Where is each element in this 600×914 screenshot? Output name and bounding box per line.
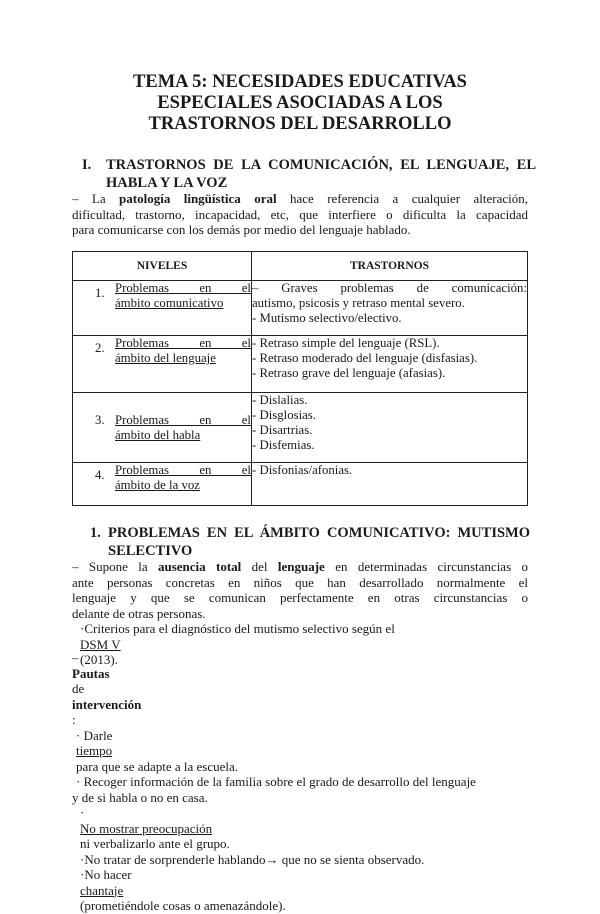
trastorno-item: – Graves problemas de comunicación: — [252, 281, 527, 295]
item-underlined: tiempo — [76, 743, 113, 758]
para-line: lenguaje y que se comunican perfectamente en otras circunstancias o — [72, 590, 528, 605]
para-text: en determinadas circunstancias o — [324, 559, 528, 574]
item-underlined: chantaje — [80, 882, 124, 898]
list-item — [72, 728, 532, 775]
header-niveles: NIVELES — [73, 252, 252, 281]
nivel-label: ámbito comunicativo — [115, 296, 224, 310]
trastorno-item: - Retraso moderado del lenguaje (disfasias). — [252, 351, 478, 365]
section-heading-line: HABLA Y LA VOZ — [106, 175, 228, 191]
nivel-number: 1. — [95, 286, 105, 300]
list-item: · Recoger información de la familia sobre el grado de desarrollo del lenguaje — [76, 774, 476, 789]
nivel-label: Problemas en el — [115, 463, 251, 477]
title-line: TEMA 5: NECESIDADES EDUCATIVAS — [133, 72, 467, 92]
mutismo-paragraph — [72, 559, 528, 621]
list-item: ·No tratar de sorprenderle hablando→ que no se sienta observado. — [80, 851, 425, 867]
table-row — [73, 281, 528, 336]
section-number: I. — [82, 157, 92, 173]
pautas-label: Pautas — [72, 665, 110, 681]
pautas-colon: : — [72, 712, 76, 727]
pautas-label: intervención — [72, 696, 142, 712]
para-text: – Supone la — [72, 559, 158, 574]
trastorno-item: - Mutismo selectivo/electivo. — [252, 311, 402, 325]
item-text: · — [80, 805, 85, 820]
intro-paragraph — [72, 191, 528, 238]
subsection-heading-line: PROBLEMAS EN EL ÁMBITO COMUNICATIVO: MUTISMO — [108, 525, 530, 541]
pautas-heading — [72, 650, 532, 728]
intro-bold-term: patología lingüística oral — [119, 191, 277, 206]
table-header-row — [73, 252, 528, 281]
dsm-reference: DSM V — [80, 636, 121, 652]
subsection-heading-line: SELECTIVO — [108, 543, 193, 559]
list-item-continuation: y de si habla o no en casa. — [72, 789, 208, 805]
para-line: ante personas concretas en niños que han desarrollado normalmente el — [72, 574, 528, 590]
table-row — [73, 336, 528, 393]
item-text: ni verbalizarlo ante el grupo. — [80, 836, 230, 851]
intro-prefix: – La — [72, 191, 120, 206]
nivel-cell — [73, 336, 252, 393]
trastorno-item: - Disglosias. — [252, 408, 316, 422]
nivel-label: Problemas en el — [115, 336, 251, 350]
trastornos-cell — [252, 393, 528, 463]
pautas-block — [72, 650, 532, 914]
nivel-number: 4. — [95, 468, 105, 482]
item-text: ·No hacer — [80, 867, 132, 882]
nivel-label: Problemas en el — [115, 413, 251, 427]
item-text: para que se adapte a la escuela. — [76, 758, 239, 774]
trastorno-item: - Disfonias/afonias. — [252, 463, 353, 477]
trastorno-item: - Disartrias. — [252, 423, 313, 437]
pautas-prefix: – — [72, 650, 79, 665]
trastorno-item: autismo, psicosis y retraso mental severo. — [252, 296, 465, 310]
nivel-cell — [73, 281, 252, 336]
list-item — [72, 805, 532, 852]
section-heading-line: TRASTORNOS DE LA COMUNICACIÓN, EL LENGUAJE, EL — [106, 157, 536, 173]
trastorno-item: - Retraso grave del lenguaje (afasias). — [252, 366, 446, 380]
item-underlined: No mostrar preocupación — [80, 820, 213, 836]
intro-line: para comunicarse con los demás por medio del lenguaje hablado. — [72, 222, 411, 237]
para-text: del — [241, 559, 278, 574]
item-text: (prometiéndole cosas o amenazándole). — [80, 898, 286, 913]
intro-text: hace referencia a cualquier alteración, — [276, 191, 528, 206]
nivel-label: Problemas en el — [115, 281, 251, 295]
item-text: · Darle — [76, 727, 113, 743]
trastorno-item: - Disfemias. — [252, 438, 315, 452]
table-row — [73, 393, 528, 463]
trastornos-cell — [252, 336, 528, 393]
nivel-number: 2. — [95, 341, 105, 355]
criterios-text: ·Criterios para el diagnóstico del mutismo selectivo según el — [80, 621, 395, 636]
nivel-cell — [73, 463, 252, 506]
para-bold-term: lenguaje — [277, 559, 325, 574]
list-item — [72, 867, 532, 914]
intro-line: dificultad, trastorno, incapacidad, etc, que interfiere o dificulta la capacidad — [72, 206, 528, 222]
nivel-cell — [73, 393, 252, 463]
nivel-label: ámbito del habla — [115, 428, 201, 442]
title-line: ESPECIALES ASOCIADAS A LOS — [157, 93, 443, 113]
trastorno-item: - Dislalias. — [252, 393, 308, 407]
para-bold-term: ausencia total — [157, 559, 242, 574]
nivel-number: 3. — [95, 413, 105, 427]
trastorno-item: - Retraso simple del lenguaje (RSL). — [252, 336, 440, 350]
title-line: TRASTORNOS DEL DESARROLLO — [148, 114, 452, 134]
para-line: delante de otras personas. — [72, 605, 206, 621]
pautas-mid: de — [72, 681, 85, 696]
subsection-number: 1. — [90, 525, 101, 541]
header-trastornos: TRASTORNOS — [252, 252, 528, 281]
trastornos-cell — [252, 463, 528, 506]
table-row — [73, 463, 528, 506]
trastornos-cell — [252, 281, 528, 336]
nivel-label: ámbito del lenguaje — [115, 351, 216, 365]
nivel-label: ámbito de la voz — [115, 478, 200, 492]
page-title — [70, 72, 530, 135]
levels-table — [72, 251, 528, 506]
criterios-year: (2013). — [80, 652, 118, 667]
